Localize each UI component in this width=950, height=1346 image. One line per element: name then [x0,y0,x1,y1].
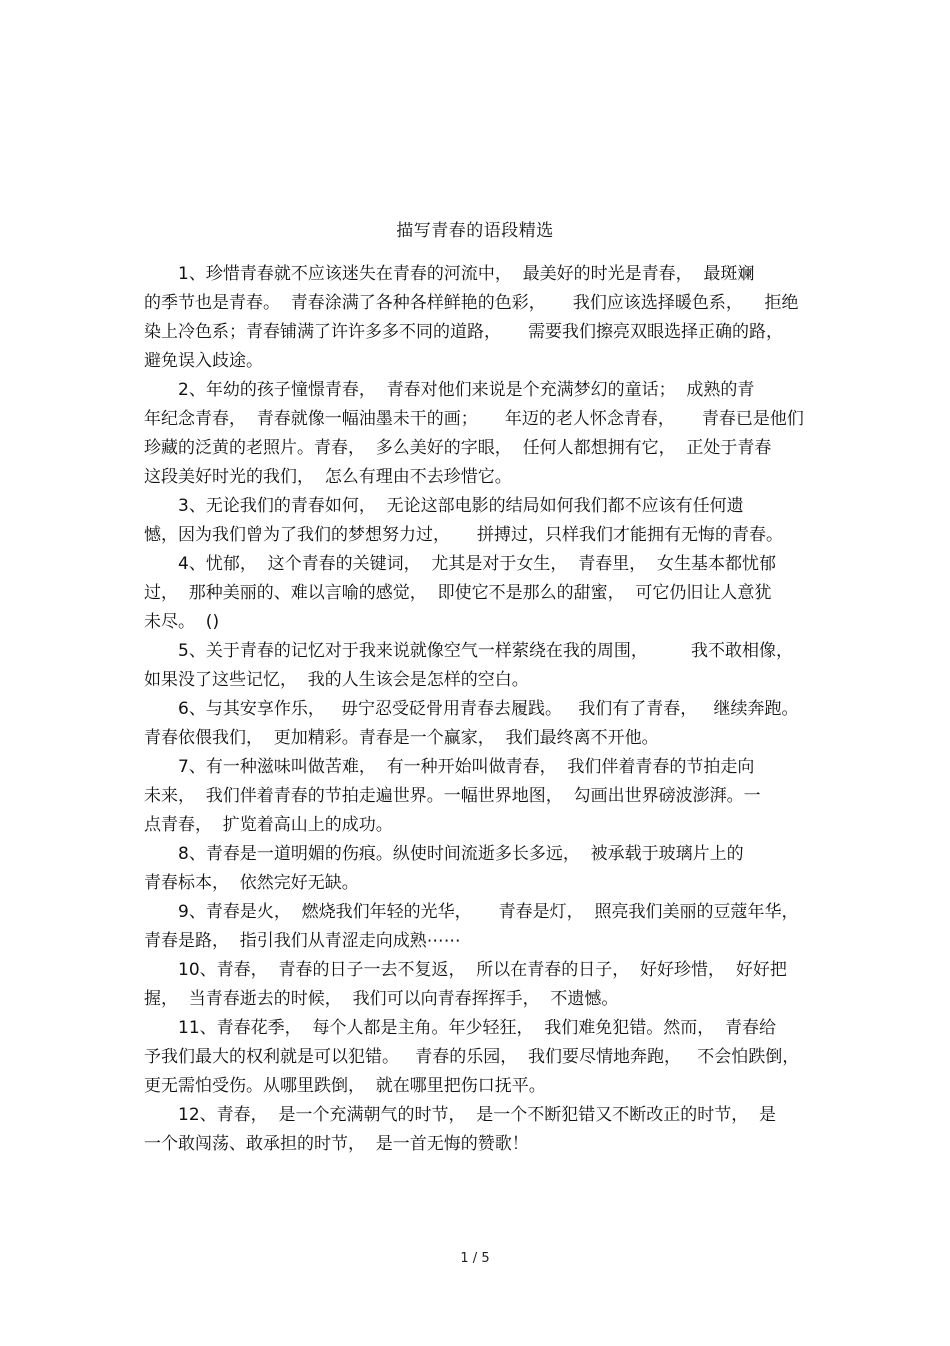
paragraph-line: 1、珍惜青春就不应该迷失在青春的河流中， 最美好的时光是青春， 最斑斓 [178,264,755,284]
paragraph-line: 青春标本， 依然完好无缺。 [144,873,359,893]
paragraph-line: 青春是路， 指引我们从青涩走向成熟⋯⋯ [144,931,461,951]
paragraph-line: 的季节也是青春。 青春涂满了各种各样鲜艳的色彩， 我们应该选择暖色系， 拒绝 [144,293,799,313]
paragraph-line: 珍藏的泛黄的老照片。青春， 多么美好的字眼， 任何人都想拥有它， 正处于青春 [144,438,772,458]
page-title: 描写青春的语段精选 [396,221,554,241]
paragraph-5 [144,637,808,695]
paragraph-line: 如果没了这些记忆， 我的人生该会是怎样的空白。 [144,670,529,690]
paragraph-line: 过， 那种美丽的、难以言喻的感觉， 即使它不是那么的甜蜜， 可它仍旧让人意犹 [144,583,772,603]
paragraph-line: 10、青春， 青春的日子一去不复返， 所以在青春的日子， 好好珍惜， 好好把 [178,960,787,980]
paragraph-line: 更无需怕受伤。从哪里跌倒， 就在哪里把伤口抚平。 [144,1076,546,1096]
paragraph-line: 未来， 我们伴着青春的节拍走遍世界。一幅世界地图， 勾画出世界磅波澎湃。一 [144,786,761,806]
paragraph-line: 未尽。 () [144,612,220,632]
document-body [144,260,808,1159]
paragraph-line: 12、青春， 是一个充满朝气的时节， 是一个不断犯错又不断改正的时节， 是 [178,1105,777,1125]
paragraph-12 [144,1101,808,1159]
paragraph-line: 染上冷色系；青春铺满了许许多多不同的道路， 需要我们擦亮双眼选择正确的路， [144,322,784,342]
paragraph-2 [144,376,808,492]
paragraph-line: 9、青春是火， 燃烧我们年轻的光华， 青春是灯， 照亮我们美丽的豆蔻年华， [178,902,799,922]
paragraph-line: 年纪念青春， 青春就像一幅油墨未干的画； 年迈的老人怀念青春， 青春已是他们 [144,409,804,429]
paragraph-line: 握， 当青春逝去的时候， 我们可以向青春挥挥手， 不遗憾。 [144,989,619,1009]
paragraph-line: 2、年幼的孩子憧憬青春， 青春对他们来说是个充满梦幻的童话； 成熟的青 [178,380,755,400]
paragraph-8 [144,840,808,898]
paragraph-line: 一个敢闯荡、敢承担的时节， 是一首无悔的赞歌！ [144,1134,529,1154]
paragraph-line: 青春依偎我们， 更加精彩。青春是一个赢家， 我们最终离不开他。 [144,728,659,748]
paragraph-line: 3、无论我们的青春如何， 无论这部电影的结局如何我们都不应该有任何遗 [178,496,744,516]
paragraph-3 [144,492,808,550]
paragraph-line: 11、青春花季， 每个人都是主角。年少轻狂， 我们难免犯错。然而， 青春给 [178,1018,777,1038]
paragraph-11 [144,1014,808,1101]
paragraph-line: 8、青春是一道明媚的伤痕。纵使时间流逝多长多远， 被承载于玻璃片上的 [178,844,744,864]
page-number: 1 / 5 [460,1251,490,1266]
paragraph-line: 6、与其安享作乐， 毋宁忍受砭骨用青春去履践。 我们有了青春， 继续奔跑。 [178,699,799,719]
paragraph-9 [144,898,808,956]
paragraph-1 [144,260,808,376]
paragraph-line: 5、关于青春的记忆对于我来说就像空气一样萦绕在我的周围， 我不敢相像， [178,641,794,661]
paragraph-line: 4、忧郁， 这个青春的关键词， 尤其是对于女生， 青春里， 女生基本都忧郁 [178,554,777,574]
paragraph-line: 7、有一种滋味叫做苦难， 有一种开始叫做青春， 我们伴着青春的节拍走向 [178,757,755,777]
paragraph-4 [144,550,808,637]
paragraph-line: 憾，因为我们曾为了我们的梦想努力过， 拼搏过，只样我们才能拥有无悔的青春。 [144,525,784,545]
paragraph-line: 避免误入歧途。 [144,351,263,371]
paragraph-line: 予我们最大的权利就是可以犯错。 青春的乐园， 我们要尽情地奔跑， 不会怕跌倒， [144,1047,800,1067]
paragraph-10 [144,956,808,1014]
paragraph-7 [144,753,808,840]
paragraph-line: 点青春， 扩览着高山上的成功。 [144,815,393,835]
paragraph-6 [144,695,808,753]
paragraph-line: 这段美好时光的我们， 怎么有理由不去珍惜它。 [144,467,512,487]
